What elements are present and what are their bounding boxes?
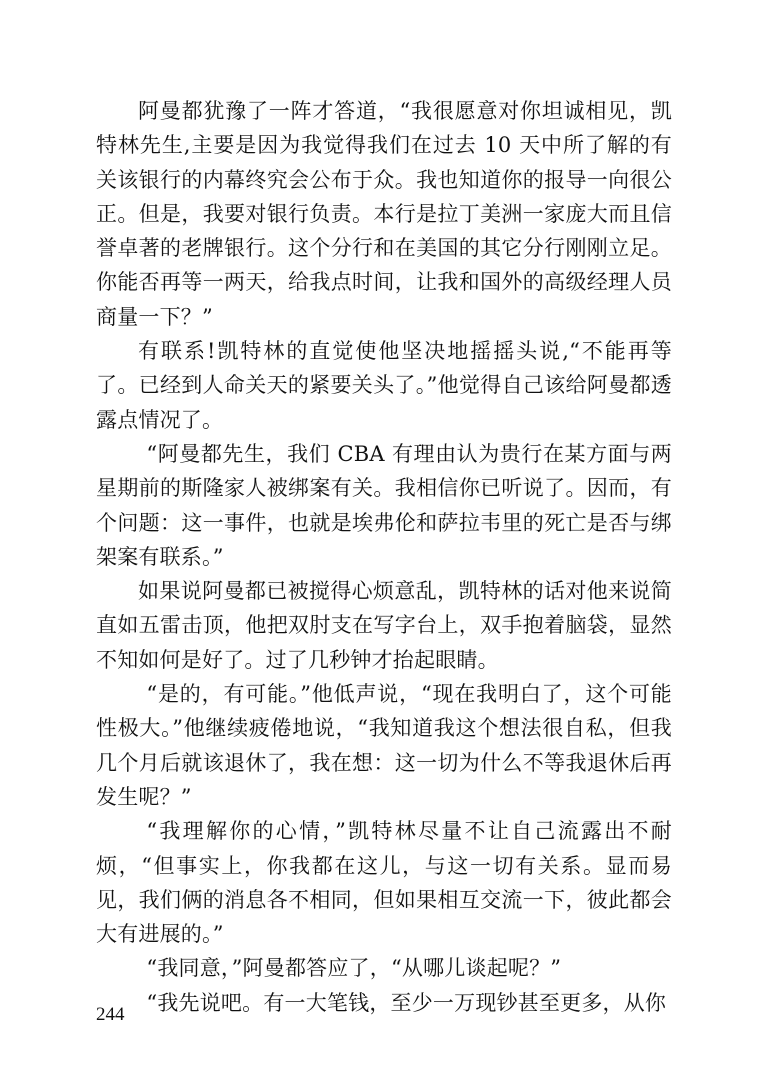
paragraph: “我先说吧。有一大笔钱，至少一万现钞甚至更多，从你 xyxy=(146,990,667,1015)
paragraph: “阿曼都先生，我们 CBA 有理由认为贵行在某方面与两星期前的斯隆家人被绑案有关。我相信你已听说了。因而，有个问题：这一事件，也就是埃弗伦和萨拉韦里的死亡是否与绑架案有联系。” xyxy=(96,441,672,569)
paragraph: 如果说阿曼都已被搅得心烦意乱，凯特林的话对他来说简直如五雷击顶，他把双肘支在写字台上，双手抱着脑袋，显然不知如何是好了。过了几秒钟才抬起眼睛。 xyxy=(96,579,672,672)
paragraph: “我同意，”阿曼都答应了，“从哪儿谈起呢？” xyxy=(146,956,562,981)
page-number: 244 xyxy=(96,1004,125,1025)
paragraph: 有联系!凯特林的直觉使他坚决地摇摇头说,“不能再等了。已经到人命关天的紧要关头了。”他觉得自己该给阿曼都透露点情况了。 xyxy=(96,339,672,432)
paragraph: “是的，有可能。”他低声说，“现在我明白了，这个可能性极大。”他继续疲倦地说，“我知道我这个想法很自私，但我几个月后就该退休了，我在想：这一切为什么不等我退休后再发生呢？” xyxy=(96,682,672,809)
body-text xyxy=(96,94,672,1020)
paragraph: “我理解你的心情，”凯特林尽量不让自己流露出不耐烦，“但事实上，你我都在这儿，与这一切有关系。显而易见，我们俩的消息各不相同，但如果相互交流一下，彼此都会大有进展的。” xyxy=(96,819,672,947)
paragraph: 阿曼都犹豫了一阵才答道，“我很愿意对你坦诚相见，凯特林先生,主要是因为我觉得我们在过去 10 天中所了解的有关该银行的内幕终究会公布于众。我也知道你的报导一向很公正。但是，我要对银行负责。本行是拉丁美洲一家庞大而且信誉卓著的老牌银行。这个分行和在美国的其它分行刚刚立足。你能否再等一两天，给我点时间，让我和国外的高级经理人员商量一下？” xyxy=(96,99,672,329)
